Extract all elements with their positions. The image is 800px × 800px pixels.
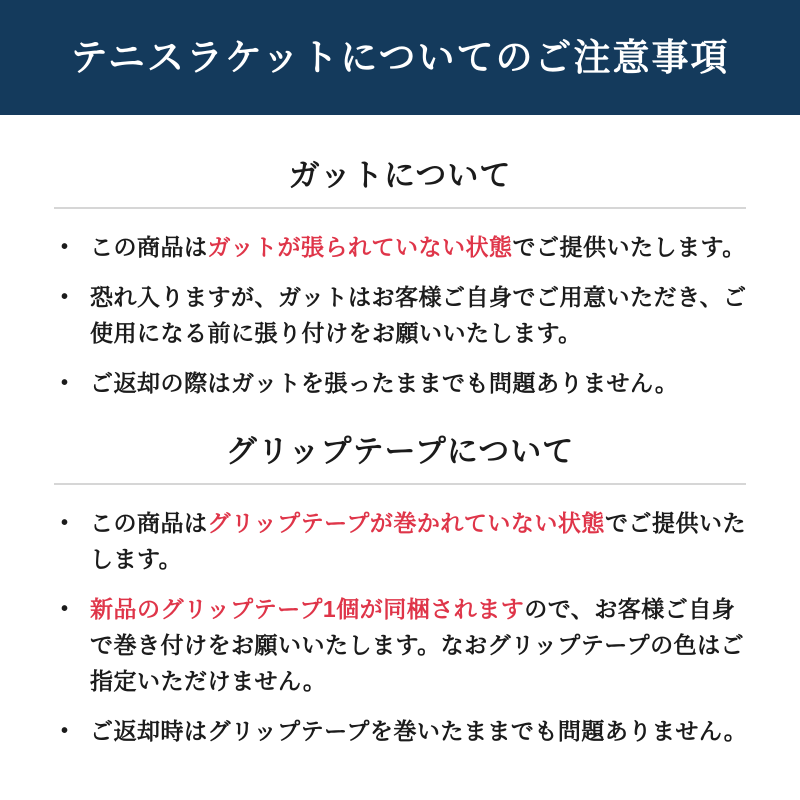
plain-text: ので、お客様ご自身で巻き付けをお願いいたします。なおグリップテープの色はご指定いただけません。 — [90, 596, 745, 694]
note-text — [90, 596, 744, 694]
notice-content — [0, 153, 800, 749]
bullet-dot-icon: • — [61, 720, 69, 742]
section-heading-2: グリップテープについて — [225, 434, 575, 469]
plain-text: でご提供いたします。 — [90, 510, 746, 572]
note-text — [90, 510, 746, 572]
note-item — [52, 713, 748, 749]
bullet-dot-icon: • — [61, 236, 69, 258]
notice-section-2 — [52, 429, 748, 749]
plain-text: ご返却時はグリップテープを巻いたままでも問題ありません。 — [90, 718, 748, 744]
note-text — [90, 284, 747, 346]
section-divider — [54, 483, 746, 485]
note-text — [90, 234, 746, 260]
bullet-dot-icon: • — [61, 512, 69, 534]
highlighted-text: グリップテープが巻かれていない状態 — [207, 510, 605, 536]
plain-text: この商品は — [90, 234, 208, 260]
note-text — [90, 370, 678, 396]
highlighted-text: ガットが張られていない状態 — [207, 234, 513, 260]
page-title: テニスラケットについてのご注意事項 — [70, 37, 730, 78]
notes-list — [52, 229, 748, 401]
notice-section-1 — [52, 153, 748, 401]
plain-text: この商品は — [90, 510, 208, 536]
section-heading-1: ガットについて — [288, 158, 512, 193]
notes-list — [52, 505, 748, 749]
bullet-dot-icon: • — [61, 598, 69, 620]
note-text — [90, 718, 747, 744]
header-banner — [0, 0, 800, 115]
sections-container — [52, 153, 748, 749]
note-item — [52, 591, 748, 699]
plain-text: 恐れ入りますが、ガットはお客様ご自身でご用意いただき、ご使用になる前に張り付けをお願いいたします。 — [90, 284, 747, 346]
note-item — [52, 279, 748, 351]
plain-text: でご提供いたします。 — [512, 234, 746, 260]
plain-text: ご返却の際はガットを張ったままでも問題ありません。 — [90, 370, 679, 396]
note-item — [52, 505, 748, 577]
bullet-dot-icon: • — [61, 286, 69, 308]
bullet-dot-icon: • — [61, 372, 69, 394]
section-divider — [54, 207, 746, 209]
note-item — [52, 229, 748, 265]
highlighted-text: 新品のグリップテープ1個が同梱されます — [90, 596, 525, 622]
note-item — [52, 365, 748, 401]
